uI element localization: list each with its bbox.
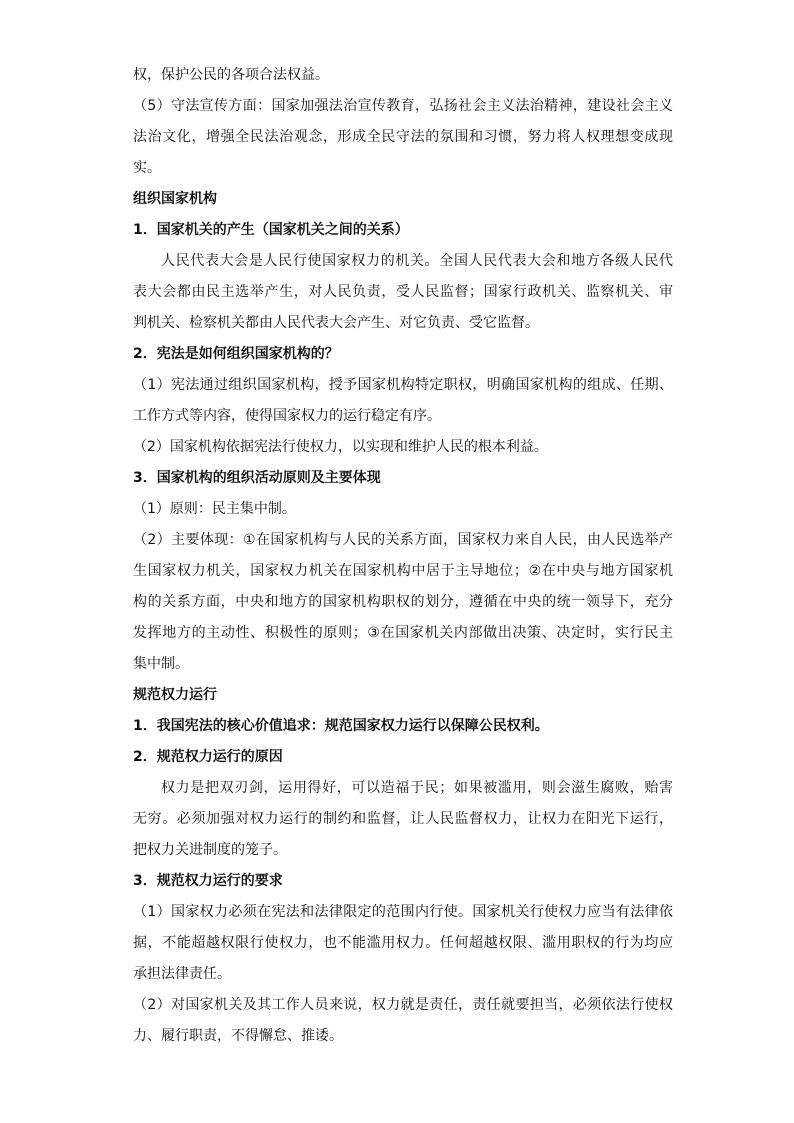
paragraph-line: 法治文化，增强全民法治观念，形成全民守法的氛围和习惯，努力将人权理想变成现 (133, 129, 673, 145)
section-heading: 1．我国宪法的核心价值追求：规范国家权力运行以保障公民权利。 (133, 718, 549, 734)
section-heading: 组织国家机构 (133, 191, 217, 207)
paragraph-line: 判机关、检察机关都由人民代表大会产生、对它负责、受它监督。 (133, 315, 539, 331)
section-heading: 3．国家机构的组织活动原则及主要体现 (133, 470, 381, 486)
paragraph-line: 构的关系方面，中央和地方的国家机构职权的划分，遵循在中央的统一领导下，充分 (133, 594, 673, 610)
paragraph-line: 表大会都由民主选举产生，对人民负责，受人民监督；国家行政机关、监察机关、审 (133, 284, 673, 300)
paragraph-line: （5）守法宣传方面：国家加强法治宣传教育，弘扬社会主义法治精神，建设社会主义 (133, 98, 673, 114)
paragraph-line: 力、履行职责，不得懈怠、推诿。 (133, 1028, 343, 1044)
paragraph-line: 无穷。必须加强对权力运行的制约和监督，让人民监督权力，让权力在阳光下运行， (133, 811, 673, 827)
paragraph-line: （1）原则：民主集中制。 (133, 501, 296, 517)
paragraph-line: 发挥地方的主动性、积极性的原则；③在国家机关内部做出决策、决定时，实行民主 (133, 625, 673, 641)
section-heading: 2．宪法是如何组织国家机构的？ (133, 346, 339, 362)
section-heading: 3．规范权力运行的要求 (133, 873, 283, 889)
document-body (133, 60, 673, 1052)
paragraph-line: 实。 (133, 160, 161, 176)
paragraph-line: 工作方式等内容，使得国家权力的运行稳定有序。 (133, 408, 441, 424)
section-heading: 1．国家机关的产生（国家机关之间的关系） (133, 222, 409, 238)
paragraph-line: 集中制。 (133, 656, 189, 672)
paragraph-line: 据，不能超越权限行使权力，也不能滥用权力。任何超越权限、滥用职权的行为均应 (133, 935, 673, 951)
paragraph-line: 权力是把双刃剑，运用得好，可以造福于民；如果被滥用，则会滋生腐败，贻害 (161, 780, 673, 796)
paragraph-line: 人民代表大会是人民行使国家权力的机关。全国人民代表大会和地方各级人民代 (161, 253, 673, 269)
paragraph-line: （1）宪法通过组织国家机构，授予国家机构特定职权，明确国家机构的组成、任期、 (133, 377, 673, 393)
paragraph-line: 承担法律责任。 (133, 966, 231, 982)
paragraph-line: （2）对国家机关及其工作人员来说，权力就是责任，责任就要担当，必须依法行使权 (133, 997, 673, 1013)
paragraph-line: 权，保护公民的各项合法权益。 (133, 67, 329, 83)
paragraph-line: （1）国家权力必须在宪法和法律限定的范围内行使。国家机关行使权力应当有法律依 (133, 904, 673, 920)
paragraph-line: 生国家权力机关，国家权力机关在国家机构中居于主导地位；②在中央与地方国家机 (133, 563, 673, 579)
paragraph-line: 把权力关进制度的笼子。 (133, 842, 287, 858)
paragraph-line: （2）主要体现：①在国家机构与人民的关系方面，国家权力来自人民，由人民选举产 (133, 532, 673, 548)
paragraph-line: （2）国家机构依据宪法行使权力，以实现和维护人民的根本利益。 (133, 439, 548, 455)
section-heading: 2．规范权力运行的原因 (133, 749, 283, 765)
section-heading: 规范权力运行 (133, 687, 217, 703)
